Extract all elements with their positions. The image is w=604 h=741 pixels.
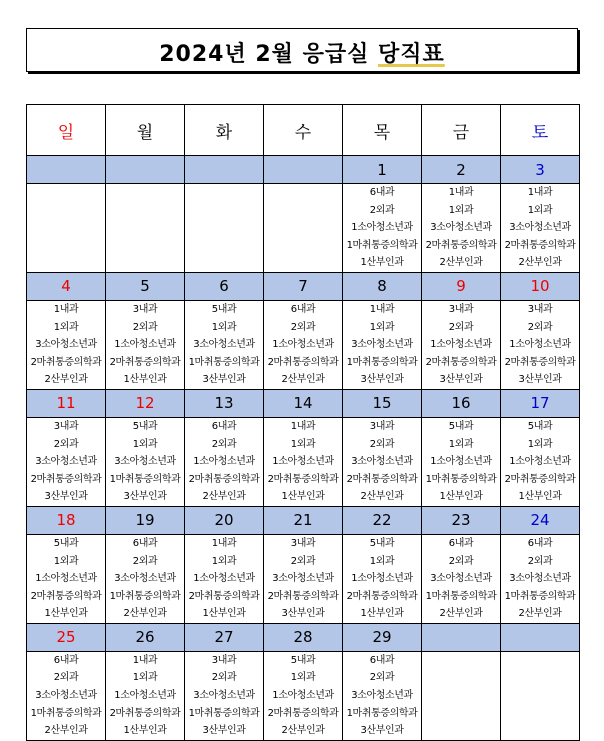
- duty-line: 2외과: [369, 438, 395, 450]
- duty-line: 3산부인과: [202, 374, 246, 386]
- duty-line: 2마취통증의학과: [109, 356, 181, 368]
- duty-line: 2외과: [527, 555, 553, 567]
- duty-cell: [422, 651, 501, 740]
- duty-cell: [343, 300, 422, 389]
- duty-line: 3소아청소년과: [509, 573, 571, 585]
- duty-cell: [185, 184, 264, 273]
- duty-cell: [422, 417, 501, 506]
- duty-line: 2마취통증의학과: [425, 356, 497, 368]
- duty-line: 2외과: [448, 321, 474, 333]
- weekday-header: 월: [106, 105, 185, 156]
- duty-cell: [27, 651, 106, 740]
- duty-line: 3내과: [211, 654, 237, 666]
- duty-line: 2외과: [369, 204, 395, 216]
- date-row: [27, 623, 580, 651]
- duty-row: [27, 184, 580, 273]
- date-cell: 17: [501, 389, 580, 417]
- duty-line: 1외과: [290, 672, 316, 684]
- weekday-header-row: [27, 105, 580, 156]
- duty-line: 6내과: [369, 654, 395, 666]
- duty-cell: [501, 417, 580, 506]
- duty-row: [27, 417, 580, 506]
- duty-cell: [106, 184, 185, 273]
- duty-line: 3산부인과: [518, 374, 562, 386]
- date-cell: 9: [422, 272, 501, 300]
- duty-line: 1소아청소년과: [114, 690, 176, 702]
- duty-cell: [501, 534, 580, 623]
- page-title: [27, 37, 577, 68]
- title-box: [26, 28, 578, 72]
- duty-line: 2외과: [211, 438, 237, 450]
- duty-line: 1소아청소년과: [193, 456, 255, 468]
- duty-line: 2외과: [527, 321, 553, 333]
- duty-line: 6내과: [211, 420, 237, 432]
- duty-line: 2마취통증의학과: [30, 356, 102, 368]
- duty-line: 2외과: [53, 438, 79, 450]
- duty-line: 1외과: [211, 555, 237, 567]
- duty-row: [27, 651, 580, 740]
- date-row: [27, 156, 580, 184]
- duty-line: 3산부인과: [281, 608, 325, 620]
- duty-line: 1소아청소년과: [272, 690, 334, 702]
- duty-line: 3소아청소년과: [114, 573, 176, 585]
- duty-line: 1외과: [211, 321, 237, 333]
- duty-line: 3소아청소년과: [430, 573, 492, 585]
- duty-line: 3산부인과: [123, 491, 167, 503]
- duty-line: 3산부인과: [360, 374, 404, 386]
- date-cell: [27, 156, 106, 184]
- date-row: [27, 506, 580, 534]
- date-cell: [501, 623, 580, 651]
- duty-cell: [264, 417, 343, 506]
- date-cell: 6: [185, 272, 264, 300]
- weekday-header: 화: [185, 105, 264, 156]
- duty-cell: [185, 651, 264, 740]
- duty-cell: [264, 184, 343, 273]
- date-cell: 14: [264, 389, 343, 417]
- duty-line: 1소아청소년과: [509, 339, 571, 351]
- duty-line: 2마취통증의학과: [267, 473, 339, 485]
- duty-line: 6내과: [132, 537, 158, 549]
- duty-line: 1소아청소년과: [351, 222, 413, 234]
- duty-line: 1마취통증의학과: [109, 590, 181, 602]
- duty-cell: [27, 300, 106, 389]
- duty-line: 3소아청소년과: [193, 339, 255, 351]
- duty-line: 3내과: [290, 537, 316, 549]
- duty-line: 1마취통증의학과: [109, 473, 181, 485]
- date-row: [27, 389, 580, 417]
- duty-line: 3내과: [369, 420, 395, 432]
- duty-cell: [343, 184, 422, 273]
- duty-line: 1내과: [132, 654, 158, 666]
- date-cell: 10: [501, 272, 580, 300]
- duty-line: 5내과: [290, 654, 316, 666]
- duty-line: 2산부인과: [202, 491, 246, 503]
- duty-cell: [185, 534, 264, 623]
- date-cell: 21: [264, 506, 343, 534]
- duty-line: 1소아청소년과: [509, 456, 571, 468]
- duty-line: 3산부인과: [360, 725, 404, 737]
- date-cell: 16: [422, 389, 501, 417]
- duty-line: 2마취통증의학과: [504, 356, 576, 368]
- duty-row: [27, 300, 580, 389]
- date-cell: [106, 156, 185, 184]
- duty-line: 2외과: [290, 321, 316, 333]
- date-cell: 2: [422, 156, 501, 184]
- duty-line: 3소아청소년과: [35, 456, 97, 468]
- duty-line: 1외과: [369, 555, 395, 567]
- date-cell: 24: [501, 506, 580, 534]
- duty-line: 3소아청소년과: [114, 456, 176, 468]
- duty-line: 1마취통증의학과: [30, 707, 102, 719]
- duty-line: 1산부인과: [202, 608, 246, 620]
- duty-line: 1외과: [369, 321, 395, 333]
- duty-line: 6내과: [369, 187, 395, 198]
- duty-cell: [27, 417, 106, 506]
- duty-line: 2마취통증의학과: [267, 356, 339, 368]
- duty-line: 1내과: [290, 420, 316, 432]
- duty-cell: [501, 300, 580, 389]
- duty-line: 2마취통증의학과: [267, 707, 339, 719]
- duty-cell: [264, 300, 343, 389]
- date-cell: 4: [27, 272, 106, 300]
- duty-line: 2마취통증의학과: [188, 590, 260, 602]
- duty-line: 2마취통증의학과: [425, 239, 497, 251]
- date-cell: 28: [264, 623, 343, 651]
- duty-line: 1산부인과: [123, 374, 167, 386]
- duty-line: 1마취통증의학과: [346, 707, 418, 719]
- duty-cell: [422, 184, 501, 273]
- date-cell: [422, 623, 501, 651]
- duty-line: 1외과: [53, 555, 79, 567]
- duty-cell: [343, 417, 422, 506]
- duty-cell: [27, 184, 106, 273]
- duty-line: 3소아청소년과: [351, 690, 413, 702]
- duty-line: 1외과: [290, 438, 316, 450]
- date-cell: 11: [27, 389, 106, 417]
- duty-line: 2외과: [211, 672, 237, 684]
- duty-line: 6내과: [527, 537, 553, 549]
- date-cell: 7: [264, 272, 343, 300]
- duty-line: 3소아청소년과: [430, 222, 492, 234]
- duty-line: 3산부인과: [439, 374, 483, 386]
- duty-line: 1소아청소년과: [272, 339, 334, 351]
- duty-cell: [106, 300, 185, 389]
- duty-line: 1산부인과: [360, 608, 404, 620]
- duty-line: 2마취통증의학과: [346, 590, 418, 602]
- date-cell: [185, 156, 264, 184]
- duty-line: 2마취통증의학과: [504, 239, 576, 251]
- duty-line: 2산부인과: [44, 374, 88, 386]
- title-highlight: 당직표: [378, 42, 445, 67]
- duty-line: 1소아청소년과: [430, 339, 492, 351]
- duty-cell: [264, 651, 343, 740]
- duty-line: 2마취통증의학과: [30, 590, 102, 602]
- duty-cell: [27, 534, 106, 623]
- duty-line: 1외과: [527, 438, 553, 450]
- duty-line: 3소아청소년과: [351, 339, 413, 351]
- duty-cell: [343, 534, 422, 623]
- duty-line: 2마취통증의학과: [267, 590, 339, 602]
- weekday-header: 일: [27, 105, 106, 156]
- duty-line: 2외과: [132, 321, 158, 333]
- duty-line: 3내과: [527, 303, 553, 315]
- duty-line: 2산부인과: [44, 725, 88, 737]
- duty-line: 3내과: [132, 303, 158, 315]
- date-cell: 26: [106, 623, 185, 651]
- duty-line: 1내과: [53, 303, 79, 315]
- duty-line: 1외과: [448, 204, 474, 216]
- duty-line: 3산부인과: [202, 725, 246, 737]
- duty-line: 2산부인과: [281, 374, 325, 386]
- duty-cell: [422, 534, 501, 623]
- duty-line: 1마취통증의학과: [425, 473, 497, 485]
- duty-line: 5내과: [211, 303, 237, 315]
- date-cell: 5: [106, 272, 185, 300]
- duty-line: 1내과: [448, 187, 474, 198]
- duty-line: 3소아청소년과: [35, 690, 97, 702]
- duty-line: 3소아청소년과: [193, 690, 255, 702]
- duty-line: 3내과: [448, 303, 474, 315]
- duty-line: 2외과: [290, 555, 316, 567]
- duty-line: 1마취통증의학과: [504, 590, 576, 602]
- duty-line: 1마취통증의학과: [188, 356, 260, 368]
- duty-cell: [185, 417, 264, 506]
- date-cell: 13: [185, 389, 264, 417]
- duty-cell: [501, 651, 580, 740]
- duty-line: 3소아청소년과: [351, 456, 413, 468]
- duty-line: 2마취통증의학과: [346, 473, 418, 485]
- duty-line: 2마취통증의학과: [109, 707, 181, 719]
- duty-line: 2외과: [53, 672, 79, 684]
- duty-row: [27, 534, 580, 623]
- duty-line: 1산부인과: [518, 491, 562, 503]
- duty-line: 5내과: [132, 420, 158, 432]
- date-cell: 19: [106, 506, 185, 534]
- duty-line: 3내과: [53, 420, 79, 432]
- duty-line: 2산부인과: [518, 608, 562, 620]
- weekday-header: 금: [422, 105, 501, 156]
- duty-line: 1산부인과: [44, 608, 88, 620]
- duty-line: 1소아청소년과: [430, 456, 492, 468]
- duty-line: 1내과: [369, 303, 395, 315]
- duty-cell: [106, 417, 185, 506]
- duty-line: 1마취통증의학과: [346, 239, 418, 251]
- duty-line: 5내과: [369, 537, 395, 549]
- duty-line: 2마취통증의학과: [30, 473, 102, 485]
- duty-line: 2외과: [448, 555, 474, 567]
- duty-line: 1내과: [527, 187, 553, 198]
- duty-line: 1산부인과: [281, 491, 325, 503]
- duty-line: 2산부인과: [360, 491, 404, 503]
- duty-line: 1외과: [53, 321, 79, 333]
- duty-line: 5내과: [527, 420, 553, 432]
- date-row: [27, 272, 580, 300]
- date-cell: 18: [27, 506, 106, 534]
- duty-line: 1외과: [132, 438, 158, 450]
- duty-line: 2외과: [132, 555, 158, 567]
- duty-line: 1소아청소년과: [351, 573, 413, 585]
- date-cell: 29: [343, 623, 422, 651]
- duty-line: 3산부인과: [44, 491, 88, 503]
- duty-cell: [501, 184, 580, 273]
- duty-cell: [185, 300, 264, 389]
- date-cell: 12: [106, 389, 185, 417]
- date-cell: 23: [422, 506, 501, 534]
- duty-cell: [343, 651, 422, 740]
- duty-cell: [106, 534, 185, 623]
- duty-line: 1소아청소년과: [272, 456, 334, 468]
- duty-cell: [422, 300, 501, 389]
- duty-line: 1마취통증의학과: [188, 707, 260, 719]
- duty-line: 1마취통증의학과: [346, 356, 418, 368]
- duty-line: 1산부인과: [439, 491, 483, 503]
- duty-line: 2마취통증의학과: [504, 473, 576, 485]
- duty-line: 1소아청소년과: [193, 573, 255, 585]
- date-cell: [264, 156, 343, 184]
- date-cell: 27: [185, 623, 264, 651]
- duty-line: 3소아청소년과: [35, 339, 97, 351]
- calendar-body: [27, 156, 580, 741]
- duty-line: 1외과: [132, 672, 158, 684]
- date-cell: 20: [185, 506, 264, 534]
- duty-line: 2산부인과: [123, 608, 167, 620]
- date-cell: 3: [501, 156, 580, 184]
- duty-calendar: [26, 104, 580, 741]
- duty-line: 2산부인과: [439, 608, 483, 620]
- duty-line: 6내과: [290, 303, 316, 315]
- duty-line: 3소아청소년과: [272, 573, 334, 585]
- duty-line: 2외과: [369, 672, 395, 684]
- duty-line: 5내과: [448, 420, 474, 432]
- date-cell: 8: [343, 272, 422, 300]
- duty-line: 1내과: [211, 537, 237, 549]
- duty-line: 1외과: [527, 204, 553, 216]
- weekday-header: 목: [343, 105, 422, 156]
- duty-line: 1마취통증의학과: [425, 590, 497, 602]
- duty-line: 1산부인과: [123, 725, 167, 737]
- date-cell: 25: [27, 623, 106, 651]
- duty-cell: [106, 651, 185, 740]
- duty-line: 5내과: [53, 537, 79, 549]
- duty-line: 2마취통증의학과: [188, 473, 260, 485]
- duty-cell: [264, 534, 343, 623]
- title-prefix: 2024년 2월 응급실: [159, 42, 378, 67]
- date-cell: 22: [343, 506, 422, 534]
- date-cell: 15: [343, 389, 422, 417]
- duty-line: 2산부인과: [439, 257, 483, 269]
- duty-line: 6내과: [53, 654, 79, 666]
- duty-line: 1소아청소년과: [114, 339, 176, 351]
- duty-line: 1외과: [448, 438, 474, 450]
- date-cell: 1: [343, 156, 422, 184]
- duty-line: 6내과: [448, 537, 474, 549]
- duty-line: 3소아청소년과: [509, 222, 571, 234]
- duty-line: 2산부인과: [518, 257, 562, 269]
- duty-line: 1산부인과: [360, 257, 404, 269]
- duty-line: 2산부인과: [281, 725, 325, 737]
- weekday-header: 토: [501, 105, 580, 156]
- duty-line: 1소아청소년과: [35, 573, 97, 585]
- weekday-header: 수: [264, 105, 343, 156]
